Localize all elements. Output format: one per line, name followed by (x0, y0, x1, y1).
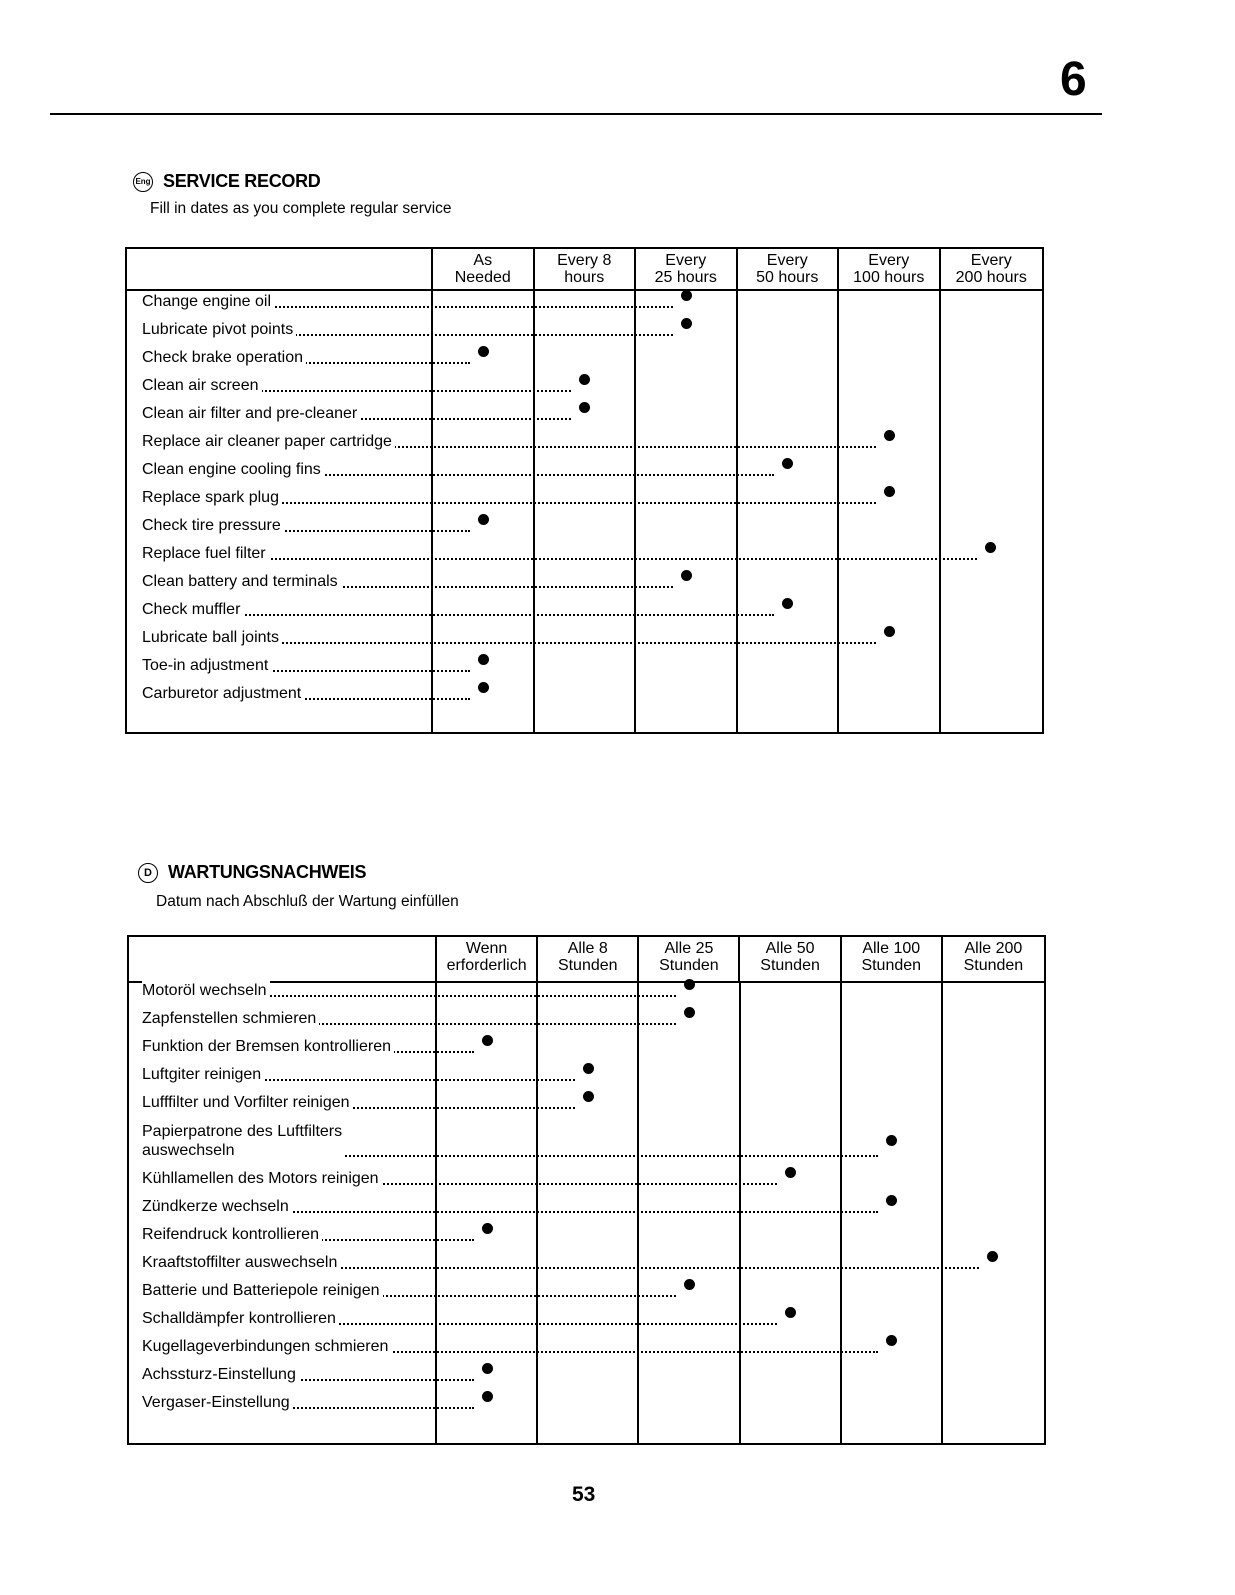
english-service-table (125, 247, 1044, 734)
service-task-label: Kühllamellen des Motors reinigen (142, 1169, 382, 1188)
table-row (127, 289, 1042, 311)
column-header: Every 50 hours (738, 249, 840, 291)
service-task-label: Lubricate pivot points (142, 320, 296, 339)
table-row (129, 1278, 1044, 1300)
service-interval-dot (785, 1167, 796, 1178)
column-header: Every 8 hours (535, 249, 637, 291)
service-task-label: Funktion der Bremsen kontrollieren (142, 1037, 394, 1056)
table-row (129, 1306, 1044, 1328)
table-row (127, 513, 1042, 535)
header-blank-cell (127, 249, 433, 291)
table-row (129, 1334, 1044, 1356)
service-interval-dot (482, 1035, 493, 1046)
table-row (129, 1006, 1044, 1028)
table-row (127, 541, 1042, 563)
service-interval-dot (886, 1195, 897, 1206)
service-task-label: Luftgiter reinigen (142, 1065, 264, 1084)
service-task-label: Zündkerze wechseln (142, 1197, 292, 1216)
german-language-badge: D (138, 863, 158, 883)
service-interval-dot (884, 486, 895, 497)
table-row (127, 457, 1042, 479)
service-task-label: Lufffilter und Vorfilter reinigen (142, 1093, 353, 1112)
column-header: Alle 25 Stunden (639, 937, 740, 983)
english-heading (133, 171, 321, 192)
service-task-label: Achssturz-Einstellung (142, 1365, 299, 1384)
service-task-label: Check tire pressure (142, 516, 284, 535)
service-task-label: Reifendruck kontrollieren (142, 1225, 322, 1244)
service-interval-dot (684, 979, 695, 990)
table-row (129, 1390, 1044, 1412)
service-interval-dot (886, 1135, 897, 1146)
german-service-table (127, 935, 1046, 1445)
german-section-subtitle: Datum nach Abschluß der Wartung einfüllen (156, 893, 459, 910)
table-row (127, 569, 1042, 591)
service-task-label: Batterie und Batteriepole reinigen (142, 1281, 383, 1300)
service-task-label: Replace air cleaner paper cartridge (142, 432, 395, 451)
german-heading (138, 862, 366, 883)
header-rule (50, 113, 1102, 115)
service-task-label: Change engine oil (142, 292, 274, 311)
table-row (127, 625, 1042, 647)
table-row (127, 653, 1042, 675)
column-header: Alle 8 Stunden (538, 937, 639, 983)
service-task-label: Zapfenstellen schmieren (142, 1009, 319, 1028)
service-task-label: Motoröl wechseln (142, 981, 270, 1000)
table-row (127, 317, 1042, 339)
table-row (129, 1034, 1044, 1056)
header-blank-cell (129, 937, 437, 983)
service-task-label: Clean battery and terminals (142, 572, 341, 591)
english-section-subtitle: Fill in dates as you complete regular service (150, 200, 452, 217)
table-row (129, 1362, 1044, 1384)
table-row (129, 1194, 1044, 1216)
table-row (129, 978, 1044, 1000)
service-interval-dot (478, 514, 489, 525)
service-task-label: Replace spark plug (142, 488, 282, 507)
service-interval-dot (482, 1391, 493, 1402)
service-interval-dot (886, 1335, 897, 1346)
service-interval-dot (579, 374, 590, 385)
english-language-badge: Eng (133, 172, 153, 192)
english-section-title: SERVICE RECORD (163, 171, 321, 191)
column-header: Every 200 hours (941, 249, 1043, 291)
german-section-title: WARTUNGSNACHWEIS (168, 862, 367, 882)
service-interval-dot (785, 1307, 796, 1318)
table-row (129, 1166, 1044, 1188)
column-header: Alle 100 Stunden (842, 937, 943, 983)
table-row (127, 345, 1042, 367)
service-interval-dot (681, 570, 692, 581)
service-interval-dot (482, 1363, 493, 1374)
service-interval-dot (681, 318, 692, 329)
column-header: Every 25 hours (636, 249, 738, 291)
service-interval-dot (884, 626, 895, 637)
service-interval-dot (684, 1007, 695, 1018)
service-task-label: Check brake operation (142, 348, 306, 367)
service-task-label: Carburetor adjustment (142, 684, 304, 703)
service-interval-dot (579, 402, 590, 413)
table-row (129, 1118, 1044, 1160)
service-interval-dot (987, 1251, 998, 1262)
table-row (127, 681, 1042, 703)
service-task-label: Clean air filter and pre-cleaner (142, 404, 360, 423)
table-row (129, 1250, 1044, 1272)
service-interval-dot (985, 542, 996, 553)
table-row (129, 1222, 1044, 1244)
service-task-label: Schalldämpfer kontrollieren (142, 1309, 339, 1328)
service-interval-dot (478, 346, 489, 357)
table-row (129, 1062, 1044, 1084)
service-interval-dot (478, 682, 489, 693)
column-header: Alle 200 Stunden (943, 937, 1044, 983)
table-row (129, 1090, 1044, 1112)
page-number: 53 (572, 1483, 596, 1506)
service-task-label: Vergaser-Einstellung (142, 1393, 293, 1412)
service-interval-dot (583, 1091, 594, 1102)
table-row (127, 485, 1042, 507)
service-interval-dot (583, 1063, 594, 1074)
service-task-label: Lubricate ball joints (142, 628, 282, 647)
column-header: Every 100 hours (839, 249, 941, 291)
service-interval-dot (684, 1279, 695, 1290)
service-task-label: Clean engine cooling fins (142, 460, 324, 479)
service-interval-dot (681, 290, 692, 301)
table-row (127, 429, 1042, 451)
table-body (129, 983, 1044, 1443)
service-task-label: Replace fuel filter (142, 544, 269, 563)
service-task-label: Papierpatrone des Luftfilters auswechseln (142, 1122, 345, 1160)
table-row (127, 401, 1042, 423)
column-header: Alle 50 Stunden (740, 937, 841, 983)
service-task-label: Kugellageverbindungen schmieren (142, 1337, 391, 1356)
service-interval-dot (482, 1223, 493, 1234)
table-row (127, 597, 1042, 619)
service-interval-dot (884, 430, 895, 441)
table-body (127, 291, 1042, 732)
column-header: Wenn erforderlich (437, 937, 538, 983)
service-task-label: Check muffler (142, 600, 243, 619)
service-task-label: Toe-in adjustment (142, 656, 271, 675)
table-row (127, 373, 1042, 395)
chapter-number: 6 (1060, 53, 1087, 106)
service-interval-dot (782, 598, 793, 609)
column-header: As Needed (433, 249, 535, 291)
service-interval-dot (478, 654, 489, 665)
service-interval-dot (782, 458, 793, 469)
service-task-label: Clean air screen (142, 376, 262, 395)
service-task-label: Kraaftstoffilter auswechseln (142, 1253, 340, 1272)
